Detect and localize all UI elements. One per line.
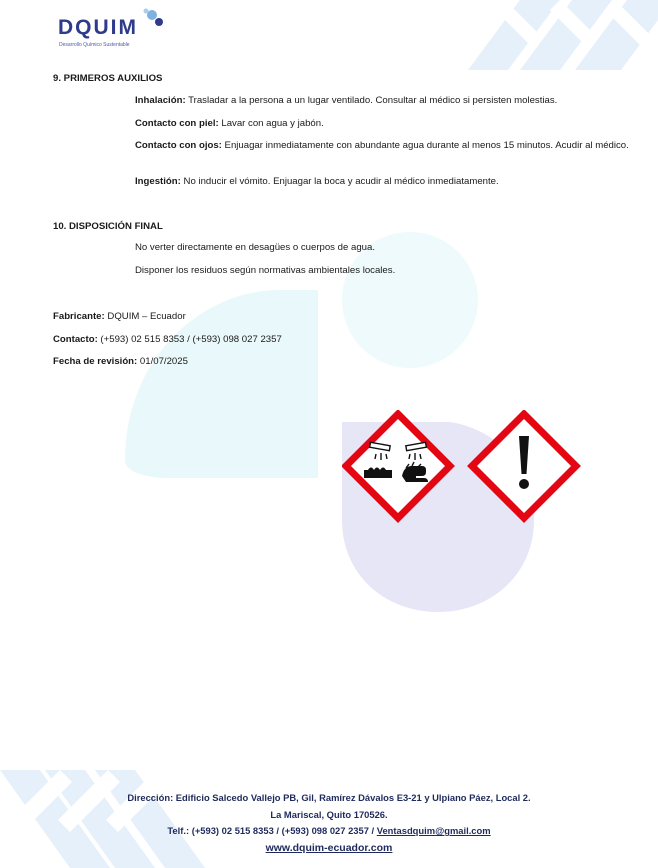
first-aid-ingestion: Ingestión: No inducir el vómito. Enjuagar la boca y acudir al médico inmediatamente. [135,176,499,187]
disposal-item: Disponer los residuos según normativas ambientales locales. [135,265,396,276]
corrosion-pictogram-icon [346,414,450,518]
first-aid-inhalation: Inhalación: Trasladar a la persona a un lugar ventilado. Consultar al médico si persisten molestias. [135,95,558,106]
footer-email-link[interactable]: Ventasdquim@gmail.com [376,825,491,836]
logo-bubbles-icon [136,8,166,36]
dquim-logo [58,8,168,52]
first-aid-eyes: Contacto con ojos: Enjuagar inmediatamente con abundante agua durante al menos 15 minutos. Acudir al médico. [135,140,629,151]
page-footer [0,790,658,856]
contact-line: Contacto: (+593) 02 515 8353 / (+593) 098 027 2357 [53,334,282,345]
section-title: 10. DISPOSICIÓN FINAL [53,221,163,232]
footer-address-line2: La Mariscal, Quito 170526. [270,808,388,820]
section-title: 9. PRIMEROS AUXILIOS [53,73,163,84]
revision-date-line: Fecha de revisión: 01/07/2025 [53,356,188,367]
exclamation-pictogram-icon [472,414,576,518]
manufacturer-line: Fabricante: DQUIM – Ecuador [53,311,186,322]
logo-wordmark: DQUIM [58,16,138,39]
logo-tagline: Desarrollo Químico Sustentable [59,42,130,48]
first-aid-skin: Contacto con piel: Lavar con agua y jabón. [135,118,324,129]
footer-address-line1: Dirección: Edificio Salcedo Vallejo PB, Gil, Ramírez Dávalos E3-21 y Ulpiano Páez, Local 2. [127,792,531,803]
section-first-aid [53,72,629,187]
footer-phone-line: Telf.: (+593) 02 515 8353 / (+593) 098 027 2357 / Ventasdquim@gmail.com [167,825,491,836]
section-disposal [53,220,396,276]
disposal-item: No verter directamente en desagües o cuerpos de agua. [135,242,375,253]
ghs-pictograms [342,410,582,525]
footer-website-link[interactable]: www.dquim-ecuador.com [265,841,393,854]
